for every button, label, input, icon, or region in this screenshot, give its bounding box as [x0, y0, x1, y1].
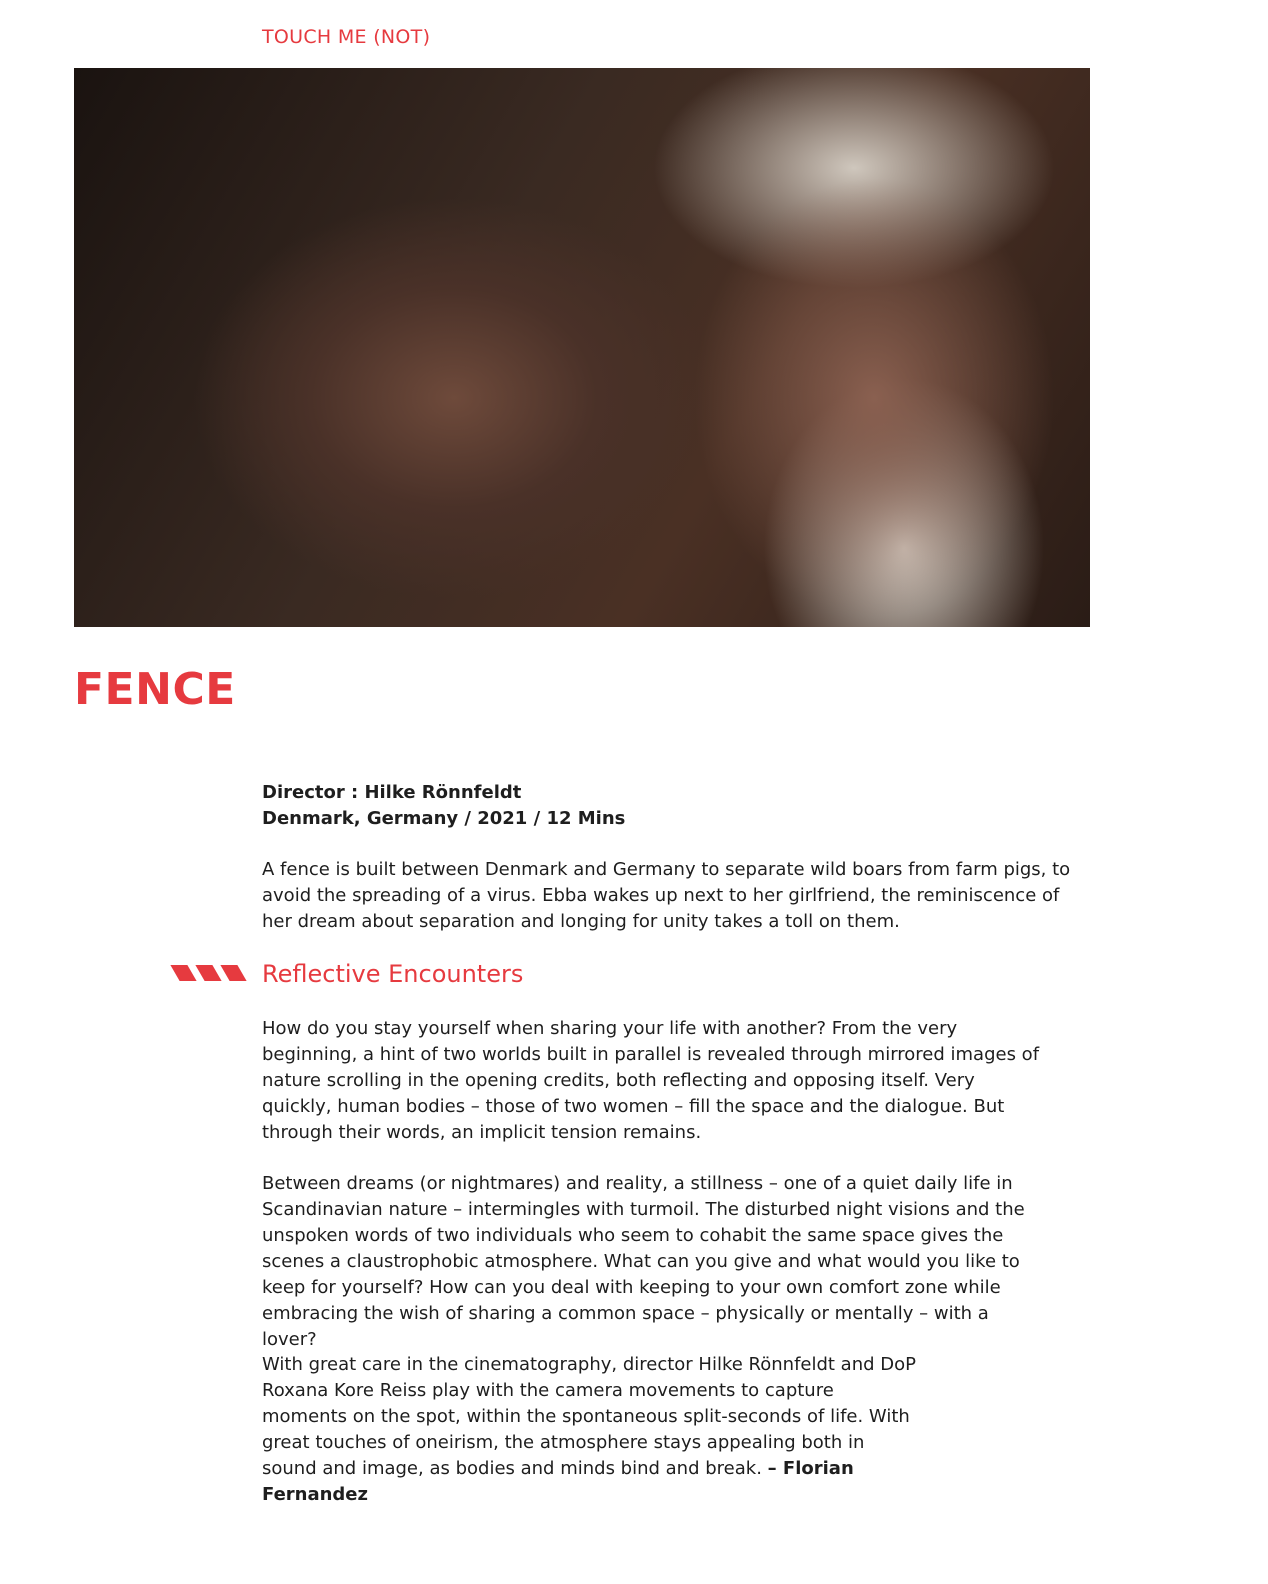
review-paragraph-1: How do you stay yourself when sharing your life with another? From the very beginning, a hint of two worlds built in parallel is revealed through mirrored images of nature scrolling in the opening credits, both reflecting and opposing itself. Very quickly, human bodies – those of two women – fill the space and the dialogue. But through their words, an implicit tension remains.	[262, 1018, 1040, 1143]
film-title: FENCE	[74, 664, 236, 715]
film-still-image	[74, 68, 1090, 627]
review-paragraph-3-text: With great care in the cinematography, director Hilke Rönnfeldt and DoP Roxana Kore Reiss play with the camera movements to capture moments on the spot, within the spontaneous split-seconds of life. With great touches of oneirism, the atmosphere stays appealing both in sound and image, as bodies and minds bind and break.	[262, 1354, 916, 1479]
section-kicker: TOUCH ME (NOT)	[262, 26, 431, 48]
quote-marks-icon	[172, 965, 242, 981]
film-meta	[262, 780, 625, 832]
review-paragraph-2: Between dreams (or nightmares) and reality, a stillness – one of a quiet daily life in Scandinavian nature – intermingles with turmoil. The disturbed night visions and the unspoken words of two individuals who seem to cohabit the same space gives the scenes a claustrophobic atmosphere. What can you give and what would you like to keep for yourself? How can you deal with keeping to your own comfort zone while embracing the wish of sharing a common space – physically or mentally – with a lover?	[262, 1173, 1025, 1350]
review-author: – Florian Fernandez	[262, 1458, 854, 1505]
director-line: Director : Hilke Rönnfeldt	[262, 782, 522, 803]
review-heading: Reflective Encounters	[262, 960, 524, 988]
synopsis: A fence is built between Denmark and Germany to separate wild boars from farm pigs, to avoid the spreading of a virus. Ebba wakes up next to her girlfriend, the reminiscence of her dream about separation and longing for unity takes a toll on them.	[262, 859, 1071, 932]
review-paragraph-3	[262, 1352, 917, 1508]
film-details: Denmark, Germany / 2021 / 12 Mins	[262, 808, 626, 829]
